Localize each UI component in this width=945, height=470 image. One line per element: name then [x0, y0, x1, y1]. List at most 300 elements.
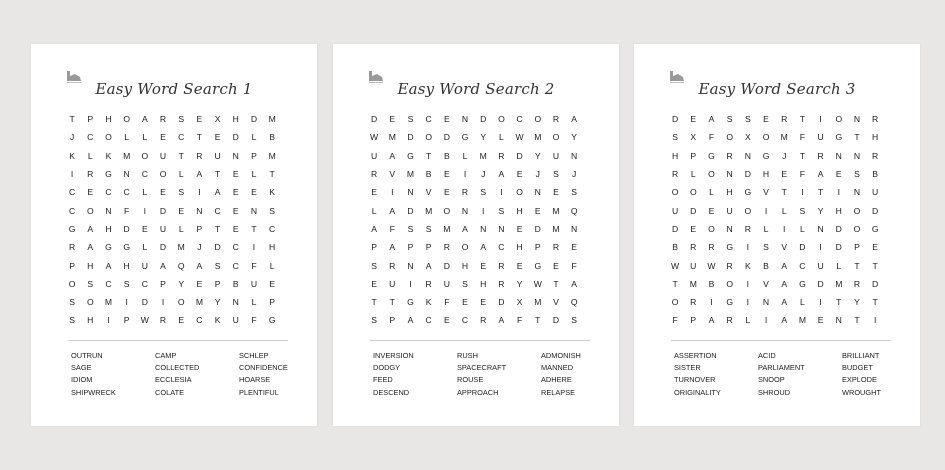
grid-letter: S [178, 114, 185, 125]
grid-letter: E [443, 315, 450, 326]
grid-letter: L [745, 315, 751, 326]
grid-letter: U [250, 278, 258, 289]
grid-letter: D [671, 223, 679, 234]
grid-letter: L [763, 223, 769, 234]
grid-letter: C [516, 114, 523, 125]
grid-letter: O [68, 278, 76, 289]
grid-letter: E [160, 132, 166, 143]
grid-letter: W [533, 278, 542, 289]
grid-letter: E [160, 187, 166, 198]
grid-letter: U [159, 150, 167, 161]
grid-letter: G [835, 132, 843, 143]
grid-letter: U [726, 205, 733, 216]
grid-letter: A [480, 242, 487, 253]
grid-letter: O [534, 114, 542, 125]
grid-letter: G [762, 150, 770, 161]
word-list-item: WROUGHT [842, 387, 881, 397]
grid-letter: E [781, 169, 788, 180]
grid-letter: C [123, 187, 130, 198]
grid-letter: H [105, 114, 112, 125]
grid-letter: A [371, 223, 377, 234]
grid-letter: I [801, 187, 804, 198]
grid-letter: K [269, 187, 276, 198]
word-list-item: ORIGINALITY [674, 387, 721, 397]
grid-letter: N [835, 150, 842, 161]
grid-letter: U [389, 278, 396, 289]
grid-letter: P [371, 242, 377, 253]
grid-letter: V [425, 187, 432, 198]
grid-letter: D [835, 223, 842, 234]
grid-letter: R [370, 169, 378, 180]
grid-letter: E [553, 187, 559, 198]
grid-letter: S [462, 278, 468, 289]
grid-letter: M [268, 114, 276, 125]
grid-letter: B [872, 169, 879, 180]
grid-letter: K [105, 150, 112, 161]
grid-letter: O [671, 297, 679, 308]
grid-letter: L [124, 132, 130, 143]
grid-letter: T [799, 114, 806, 125]
grid-letter: R [159, 114, 167, 125]
grid-letter: Y [480, 132, 487, 143]
grid-letter: D [123, 223, 130, 234]
grid-letter: P [251, 150, 257, 161]
grid-letter: I [161, 297, 165, 308]
grid-letter: C [232, 242, 239, 253]
grid-letter: E [269, 278, 276, 289]
divider [671, 340, 891, 341]
grid-letter: N [853, 114, 861, 125]
grid-letter: E [389, 114, 396, 125]
grid-letter: R [726, 315, 733, 326]
grid-letter: D [232, 132, 239, 143]
grid-letter: A [87, 242, 94, 253]
grid-letter: C [105, 278, 112, 289]
grid-letter: A [571, 114, 578, 125]
grid-letter: D [690, 205, 697, 216]
grid-letter: T [553, 278, 559, 289]
grid-letter: X [516, 297, 523, 308]
grid-letter: I [125, 297, 128, 308]
grid-letter: B [425, 169, 432, 180]
grid-letter: T [854, 132, 860, 143]
grid-letter: O [552, 132, 560, 143]
grid-letter: P [690, 315, 697, 326]
grid-letter: B [708, 278, 715, 289]
grid-letter: O [708, 169, 715, 180]
word-list-item: BUDGET [842, 363, 873, 373]
grid-letter: R [726, 150, 733, 161]
grid-letter: D [407, 205, 414, 216]
grid-letter: C [141, 169, 148, 180]
grid-letter: L [690, 169, 696, 180]
grid-letter: W [707, 260, 716, 271]
grid-letter: L [781, 205, 787, 216]
grid-letter: H [516, 242, 523, 253]
grid-letter: S [407, 114, 414, 125]
grid-letter: F [516, 315, 523, 326]
grid-letter: O [726, 132, 733, 143]
grid-letter: T [854, 315, 860, 326]
grid-letter: I [764, 205, 768, 216]
grid-letter: R [817, 150, 824, 161]
grid-letter: N [498, 223, 505, 234]
grid-letter: S [553, 169, 559, 180]
grid-letter: L [800, 297, 805, 308]
grid-letter: D [799, 242, 806, 253]
grid-letter: M [195, 297, 203, 308]
grid-letter: S [498, 205, 505, 216]
divider [68, 340, 288, 341]
grid-letter: U [370, 150, 378, 161]
grid-letter: U [817, 132, 824, 143]
grid-letter: A [160, 260, 166, 271]
grid-letter: L [269, 260, 275, 271]
grid-letter: E [835, 169, 842, 180]
grid-letter: C [498, 242, 505, 253]
word-list [71, 350, 291, 399]
grid-letter: U [690, 260, 697, 271]
grid-letter: C [178, 132, 185, 143]
grid-letter: X [744, 132, 751, 143]
grid-letter: G [871, 223, 879, 234]
grid-letter: E [196, 278, 203, 289]
word-list-item: ACID [758, 351, 776, 360]
grid-letter: E [534, 205, 541, 216]
word-list-item: SPACECRAFT [457, 363, 507, 373]
grid-letter: P [854, 242, 860, 253]
grid-letter: U [552, 150, 560, 161]
grid-letter: U [214, 150, 221, 161]
grid-letter: A [87, 223, 94, 234]
grid-letter: N [744, 150, 751, 161]
grid-letter: L [709, 187, 714, 198]
grid-letter: S [425, 223, 432, 234]
grid-letter: G [799, 278, 806, 289]
grid-letter: E [462, 297, 468, 308]
letter-grid [365, 110, 583, 330]
grid-letter: N [534, 187, 541, 198]
grid-letter: U [159, 223, 167, 234]
grid-letter: R [159, 315, 167, 326]
grid-letter: S [480, 187, 487, 198]
grid-letter: O [853, 223, 861, 234]
word-list-item: PLENTIFUL [239, 387, 279, 397]
grid-letter: F [389, 223, 395, 234]
grid-letter: M [104, 297, 113, 308]
grid-letter: Q [570, 297, 578, 308]
grid-letter: M [534, 132, 542, 143]
grid-letter: U [141, 260, 148, 271]
grid-letter: O [461, 242, 469, 253]
grid-letter: R [726, 260, 733, 271]
grid-letter: I [70, 169, 74, 180]
grid-letter: M [835, 278, 843, 289]
grid-letter: D [872, 278, 879, 289]
letter-grid [63, 110, 281, 330]
grid-letter: S [214, 260, 221, 271]
grid-letter: H [671, 150, 679, 161]
word-list-item: APPROACH [457, 387, 499, 397]
word-list-item: PARLIAMENT [758, 363, 805, 373]
grid-letter: Q [177, 260, 185, 271]
grid-letter: L [251, 297, 257, 308]
grid-letter: D [443, 132, 450, 143]
grid-letter: P [389, 315, 396, 326]
grid-letter: J [535, 169, 540, 180]
grid-letter: U [817, 260, 824, 271]
grid-letter: T [389, 297, 395, 308]
grid-letter: D [534, 223, 541, 234]
grid-letter: L [178, 169, 184, 180]
grid-letter: M [406, 169, 415, 180]
grid-letter: R [443, 242, 450, 253]
grid-letter: E [443, 114, 450, 125]
grid-letter: I [463, 169, 467, 180]
grid-letter: I [783, 223, 786, 234]
grid-letter: G [461, 132, 469, 143]
grid-letter: E [480, 297, 487, 308]
grid-letter: A [196, 260, 203, 271]
grid-letter: H [105, 223, 112, 234]
grid-letter: F [708, 132, 715, 143]
grid-letter: A [141, 114, 148, 125]
grid-letter: G [105, 169, 112, 180]
grid-letter: P [87, 114, 94, 125]
grid-letter: C [141, 278, 148, 289]
grid-letter: O [141, 150, 149, 161]
grid-letter: F [799, 169, 806, 180]
grid-letter: E [708, 205, 715, 216]
grid-letter: H [269, 242, 276, 253]
grid-letter: G [407, 150, 414, 161]
grid-letter: Y [516, 278, 523, 289]
grid-letter: V [781, 242, 788, 253]
grid-letter: D [744, 169, 751, 180]
grid-letter: C [425, 114, 432, 125]
grid-letter: Y [571, 132, 578, 143]
word-list-item: IDIOM [71, 375, 93, 385]
grid-letter: G [744, 187, 752, 198]
grid-letter: H [835, 205, 842, 216]
grid-letter: N [853, 187, 861, 198]
grid-letter: S [87, 278, 94, 289]
puzzle-page-2 [333, 44, 619, 426]
grid-letter: E [178, 315, 185, 326]
grid-letter: P [534, 242, 541, 253]
grid-letter: S [854, 169, 860, 180]
grid-letter: H [726, 187, 733, 198]
grid-letter: T [872, 297, 878, 308]
letter-grid [666, 110, 884, 330]
grid-letter: E [214, 132, 221, 143]
word-list-item: ECCLESIA [155, 375, 192, 385]
grid-letter: D [407, 132, 414, 143]
grid-letter: C [269, 223, 276, 234]
grid-letter: O [671, 187, 679, 198]
grid-letter: E [371, 187, 377, 198]
grid-letter: J [481, 169, 486, 180]
grid-letter: I [873, 315, 877, 326]
grid-letter: E [690, 114, 697, 125]
grid-letter: L [499, 132, 504, 143]
grid-letter: K [425, 297, 432, 308]
grid-letter: M [443, 223, 451, 234]
grid-letter: K [744, 260, 751, 271]
grid-letter: E [516, 169, 523, 180]
grid-letter: R [389, 260, 396, 271]
grid-letter: L [178, 223, 184, 234]
grid-letter: I [746, 278, 750, 289]
grid-letter: F [124, 205, 130, 216]
grid-letter: N [726, 169, 733, 180]
grid-letter: A [214, 187, 221, 198]
word-list-item: COLATE [155, 387, 185, 397]
word-list-item: ADHERE [541, 375, 572, 385]
grid-letter: R [68, 242, 76, 253]
grid-letter: I [710, 297, 713, 308]
grid-letter: H [87, 260, 94, 271]
grid-letter: E [232, 187, 239, 198]
grid-letter: S [571, 315, 578, 326]
grid-letter: N [835, 315, 842, 326]
grid-letter: E [196, 114, 203, 125]
grid-letter: L [142, 132, 148, 143]
grid-letter: E [872, 242, 879, 253]
grid-letter: L [251, 132, 257, 143]
grid-letter: O [708, 223, 715, 234]
grid-letter: D [552, 315, 560, 326]
grid-letter: C [87, 132, 94, 143]
grid-letter: M [798, 315, 806, 326]
word-list-item: SNOOP [758, 375, 785, 385]
grid-letter: N [571, 150, 578, 161]
grid-letter: A [708, 315, 715, 326]
grid-letter: R [671, 169, 679, 180]
grid-letter: O [425, 132, 432, 143]
grid-letter: E [480, 260, 487, 271]
grid-letter: G [268, 315, 276, 326]
grid-letter: P [214, 278, 221, 289]
grid-letter: I [764, 315, 768, 326]
grid-letter: U [872, 187, 879, 198]
grid-letter: O [726, 278, 733, 289]
word-list-item: INVERSION [373, 351, 414, 360]
grid-letter: I [252, 242, 256, 253]
grid-letter: H [461, 260, 469, 271]
grid-letter: B [672, 242, 678, 253]
grid-letter: H [232, 114, 239, 125]
grid-letter: T [371, 297, 377, 308]
grid-letter: C [461, 315, 469, 326]
grid-letter: W [671, 260, 680, 271]
grid-letter: B [763, 260, 769, 271]
grid-letter: N [726, 223, 733, 234]
word-list-item: SAGE [71, 363, 92, 373]
grid-letter: L [371, 205, 377, 216]
grid-letter: F [251, 315, 257, 326]
grid-letter: T [535, 315, 541, 326]
grid-letter: U [443, 278, 450, 289]
grid-letter: R [552, 242, 560, 253]
grid-letter: D [370, 114, 378, 125]
grid-letter: I [391, 187, 394, 198]
word-list-item: BRILLIANT [842, 351, 880, 360]
grid-letter: N [232, 297, 239, 308]
grid-letter: K [69, 150, 75, 161]
puzzle-title: Easy Word Search 1 [95, 80, 253, 98]
word-list-item: DODGY [373, 363, 401, 373]
grid-letter: O [762, 132, 770, 143]
grid-letter: D [872, 205, 879, 216]
grid-letter: F [444, 297, 450, 308]
grid-letter: G [105, 242, 112, 253]
grid-letter: I [819, 297, 822, 308]
grid-letter: T [672, 278, 678, 289]
grid-letter: Y [854, 297, 860, 308]
grid-letter: R [552, 114, 560, 125]
grid-letter: T [178, 150, 184, 161]
grid-letter: N [853, 150, 861, 161]
grid-letter: J [69, 132, 75, 143]
word-list-item: ADMONISH [541, 351, 581, 360]
grid-letter: W [140, 315, 149, 326]
puzzle-title: Easy Word Search 3 [698, 80, 856, 98]
grid-letter: G [123, 242, 130, 253]
grid-letter: P [690, 150, 697, 161]
grid-letter: N [123, 169, 130, 180]
grid-letter: B [443, 150, 450, 161]
word-list-item: HOARSE [239, 375, 271, 385]
grid-letter: T [69, 114, 75, 125]
grid-letter: L [142, 242, 148, 253]
grid-letter: T [214, 169, 221, 180]
grid-letter: O [86, 205, 94, 216]
grid-letter: A [781, 315, 788, 326]
grid-letter: D [498, 297, 505, 308]
grid-letter: M [689, 278, 697, 289]
grid-letter: R [708, 242, 715, 253]
grid-letter: N [480, 223, 487, 234]
grid-letter: E [763, 114, 769, 125]
grid-letter: A [196, 169, 203, 180]
grid-letter: S [371, 260, 377, 271]
grid-letter: P [407, 242, 414, 253]
divider [370, 340, 590, 341]
grid-letter: R [853, 278, 861, 289]
grid-letter: H [87, 315, 94, 326]
grid-letter: O [689, 187, 697, 198]
grid-letter: E [141, 223, 148, 234]
grid-letter: T [799, 150, 806, 161]
word-list-item: TURNOVER [674, 375, 716, 385]
grid-letter: G [726, 242, 733, 253]
grid-letter: L [462, 150, 468, 161]
grid-letter: I [107, 315, 110, 326]
grid-letter: T [214, 223, 221, 234]
grid-letter: O [123, 114, 130, 125]
word-list-item: RUSH [457, 351, 478, 360]
grid-letter: E [232, 205, 239, 216]
grid-letter: P [196, 223, 203, 234]
word-list-item: DESCEND [373, 387, 410, 397]
grid-letter: D [817, 278, 824, 289]
grid-letter: E [443, 187, 450, 198]
grid-letter: S [69, 297, 75, 308]
grid-letter: N [817, 223, 824, 234]
grid-letter: F [672, 315, 678, 326]
grid-letter: S [371, 315, 377, 326]
